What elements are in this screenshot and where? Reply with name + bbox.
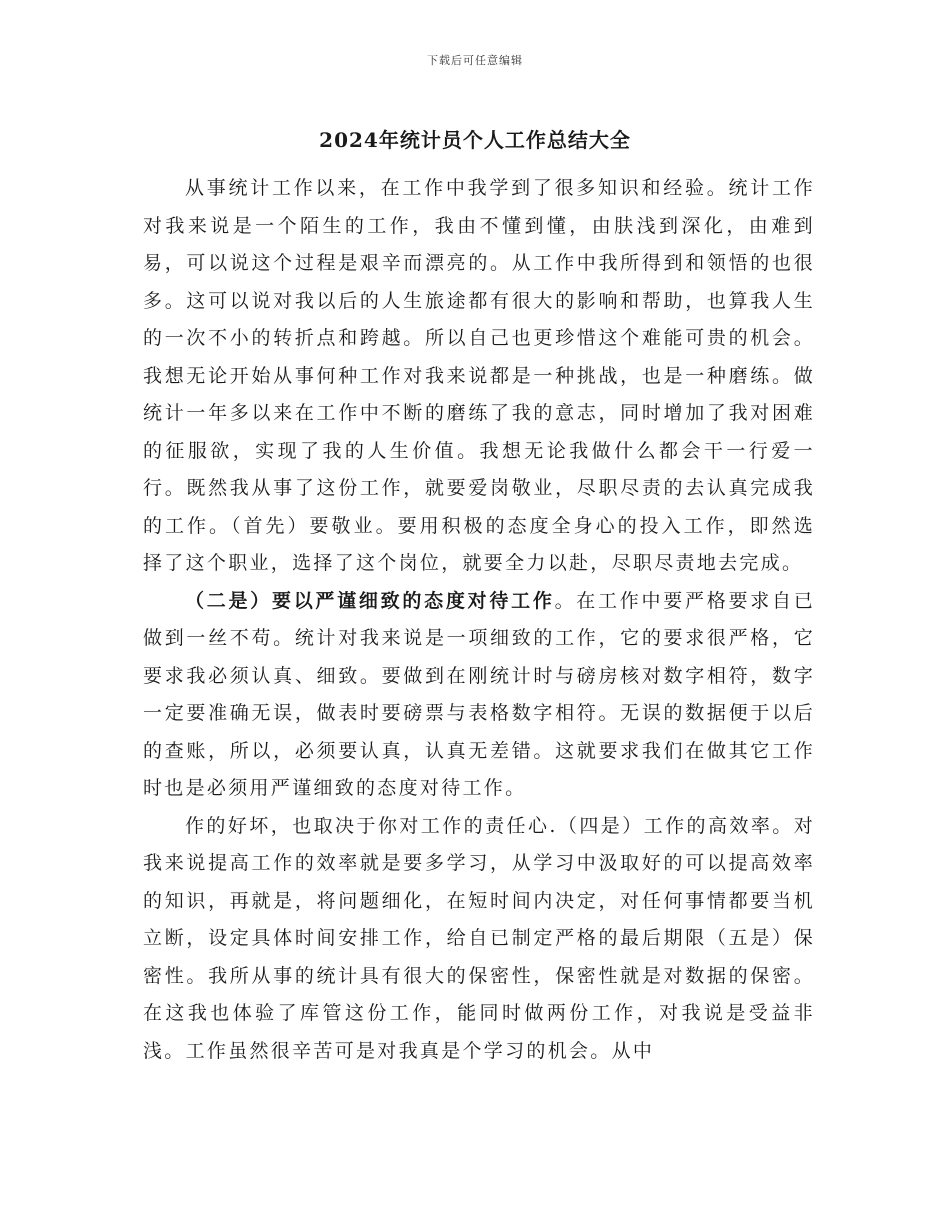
paragraph-1-text: 从事统计工作以来，在工作中我学到了很多知识和经验。统计工作对我来说是一个陌生的工作，我由不懂到懂，由肤浅到深化，由难到易，可以说这个过程是艰辛而漂亮的。从工作中我所得到和领悟的也很多。这可以说对我以后的人生旅途都有很大的影响和帮助，也算我人生的一次不小的转折点和跨越。所以自己也更珍惜这个难能可贵的机会。我想无论开始从事何种工作对我来说都是一种挑战，也是一种磨练。做统计一年多以来在工作中不断的磨练了我的意志，同时增加了我对困难的征服欲，实现了我的人生价值。我想无论我做什么都会干一行爱一行。既然我从事了这份工作，就要爱岗敬业，尽职尽责的去认真完成我的工作。（首先）要敬业。要用积极的态度全身心的投入工作，即然选择了这个职业，选择了这个岗位，就要全力以赴，尽职尽责地去完成。 [143,177,815,574]
page-header-note: 下载后可任意编辑 [427,54,523,67]
document-title: 2024年统计员个人工作总结大全 [319,128,631,152]
document-body [143,170,815,1070]
paragraph-1 [143,170,815,583]
paragraph-2-bold-lead: （二是）要以严谨细致的态度对待工作 [185,589,555,612]
paragraph-2-text: 。在工作中要严格要求自已做到一丝不苟。统计对我来说是一项细致的工作，它的要求很严格，它要求我必须认真、细致。要做到在刚统计时与磅房核对数字相符，数字一定要准确无误，做表时要磅票与表格数字相符。无误的数据便于以后的查账，所以，必须要认真，认真无差错。这就要求我们在做其它工作时也是必须用严谨细致的态度对待工作。 [143,589,815,799]
paragraph-2 [143,583,815,808]
paragraph-3-text: 作的好坏，也取决于你对工作的责任心.（四是）工作的高效率。对我来说提高工作的效率就是要多学习，从学习中汲取好的可以提高效率的知识，再就是，将问题细化，在短时间内决定，对任何事情都要当机立断，设定具体时间安排工作，给自已制定严格的最后期限（五是）保密性。我所从事的统计具有很大的保密性，保密性就是对数据的保密。在这我也体验了库管这份工作，能同时做两份工作，对我说是受益非浅。工作虽然很辛苦可是对我真是个学习的机会。从中 [143,814,815,1062]
paragraph-3 [143,808,815,1071]
